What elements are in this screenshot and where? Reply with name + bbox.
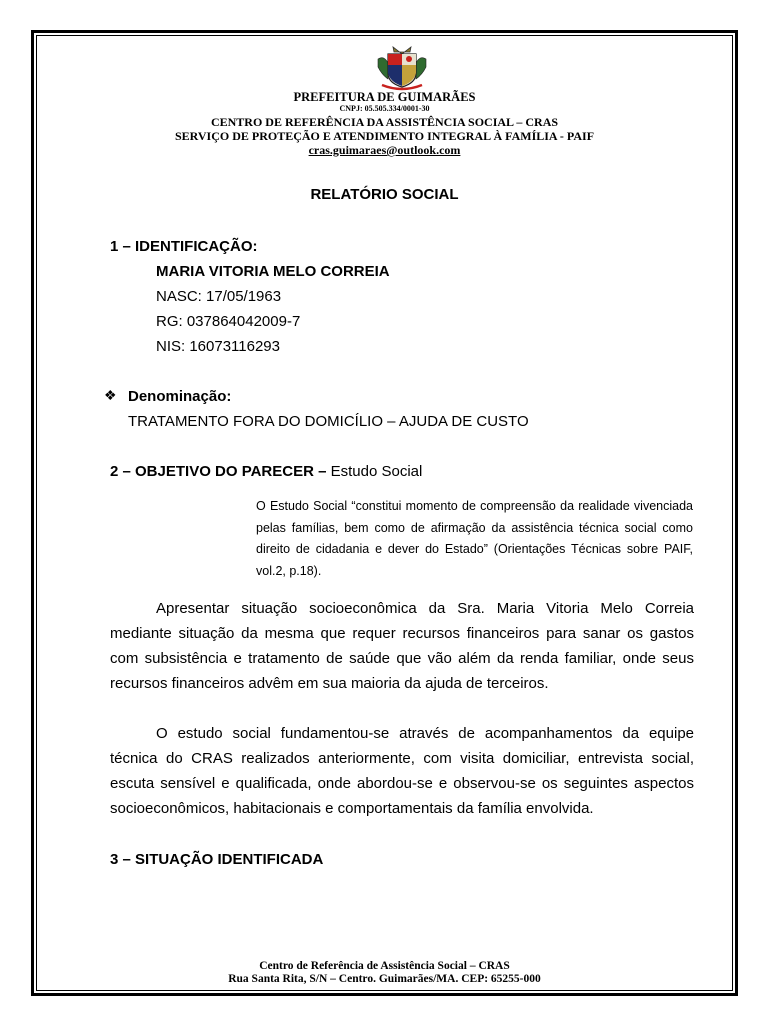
citation-quote: O Estudo Social “constitui momento de compreensão da realidade vivenciada pelas famílias, bem como de afirmação da assistência técnica social como direito de cidadania e dever do Estado” (Orientações Técnicas sobre PAIF, vol.2, p.18). [256,499,693,578]
person-name: MARIA VITORIA MELO CORREIA [156,263,390,280]
section2-subheading: Estudo Social [330,463,423,480]
cnpj: CNPJ: 05.505.334/0001-30 [339,104,430,113]
nis-number: NIS: 16073116293 [156,338,280,355]
rg-number: RG: 037864042009-7 [156,313,301,330]
denomination-value: TRATAMENTO FORA DO DOMICÍLIO – AJUDA DE CUSTO [128,413,529,430]
service-name: SERVIÇO DE PROTEÇÃO E ATENDIMENTO INTEGRAL À FAMÍLIA - PAIF [174,129,595,143]
section2-heading-line [110,463,422,480]
section3-heading: 3 – SITUAÇÃO IDENTIFICADA [110,851,324,868]
footer-line-2: Rua Santa Rita, S/N – Centro. Guimarães/MA. CEP: 65255-000 [228,973,541,985]
email-link[interactable]: cras.guimaraes@outlook.com [308,143,461,157]
document-title: RELATÓRIO SOCIAL [310,186,459,203]
section2-heading: 2 – OBJETIVO DO PARECER – [110,463,327,480]
section1-heading: 1 – IDENTIFICAÇÃO: [110,238,258,255]
bullet-icon: ❖ [104,387,117,403]
footer-line-1: Centro de Referência de Assistência Social – CRAS [259,960,510,972]
denomination-label: Denominação: [128,388,232,405]
paragraph-2: O estudo social fundamentou-se através de acompanhamentos da equipe técnica do CRAS realizados anteriormente, com visita domiciliar, entrevista social, escuta sensível e qualificada, onde abordou-se e observou-se os seguintes aspectos socioeconômicos, habitacionais e comportamentais da família envolvida. [110,725,694,817]
birth-date: NASC: 17/05/1963 [156,288,282,305]
paragraph-1: Apresentar situação socioeconômica da Sra. Maria Vitoria Melo Correia mediante situação da mesma que requer recursos financeiros para sanar os gastos com subsistência e tratamento de saúde que vão além da renda familiar, onde seus recursos financeiros advêm em sua maioria da ajuda de terceiros. [110,600,694,692]
center-name: CENTRO DE REFERÊNCIA DA ASSISTÊNCIA SOCIAL – CRAS [210,115,559,129]
coat-of-arms-icon [376,45,428,91]
municipality-name: PREFEITURA DE GUIMARÃES [293,90,476,104]
